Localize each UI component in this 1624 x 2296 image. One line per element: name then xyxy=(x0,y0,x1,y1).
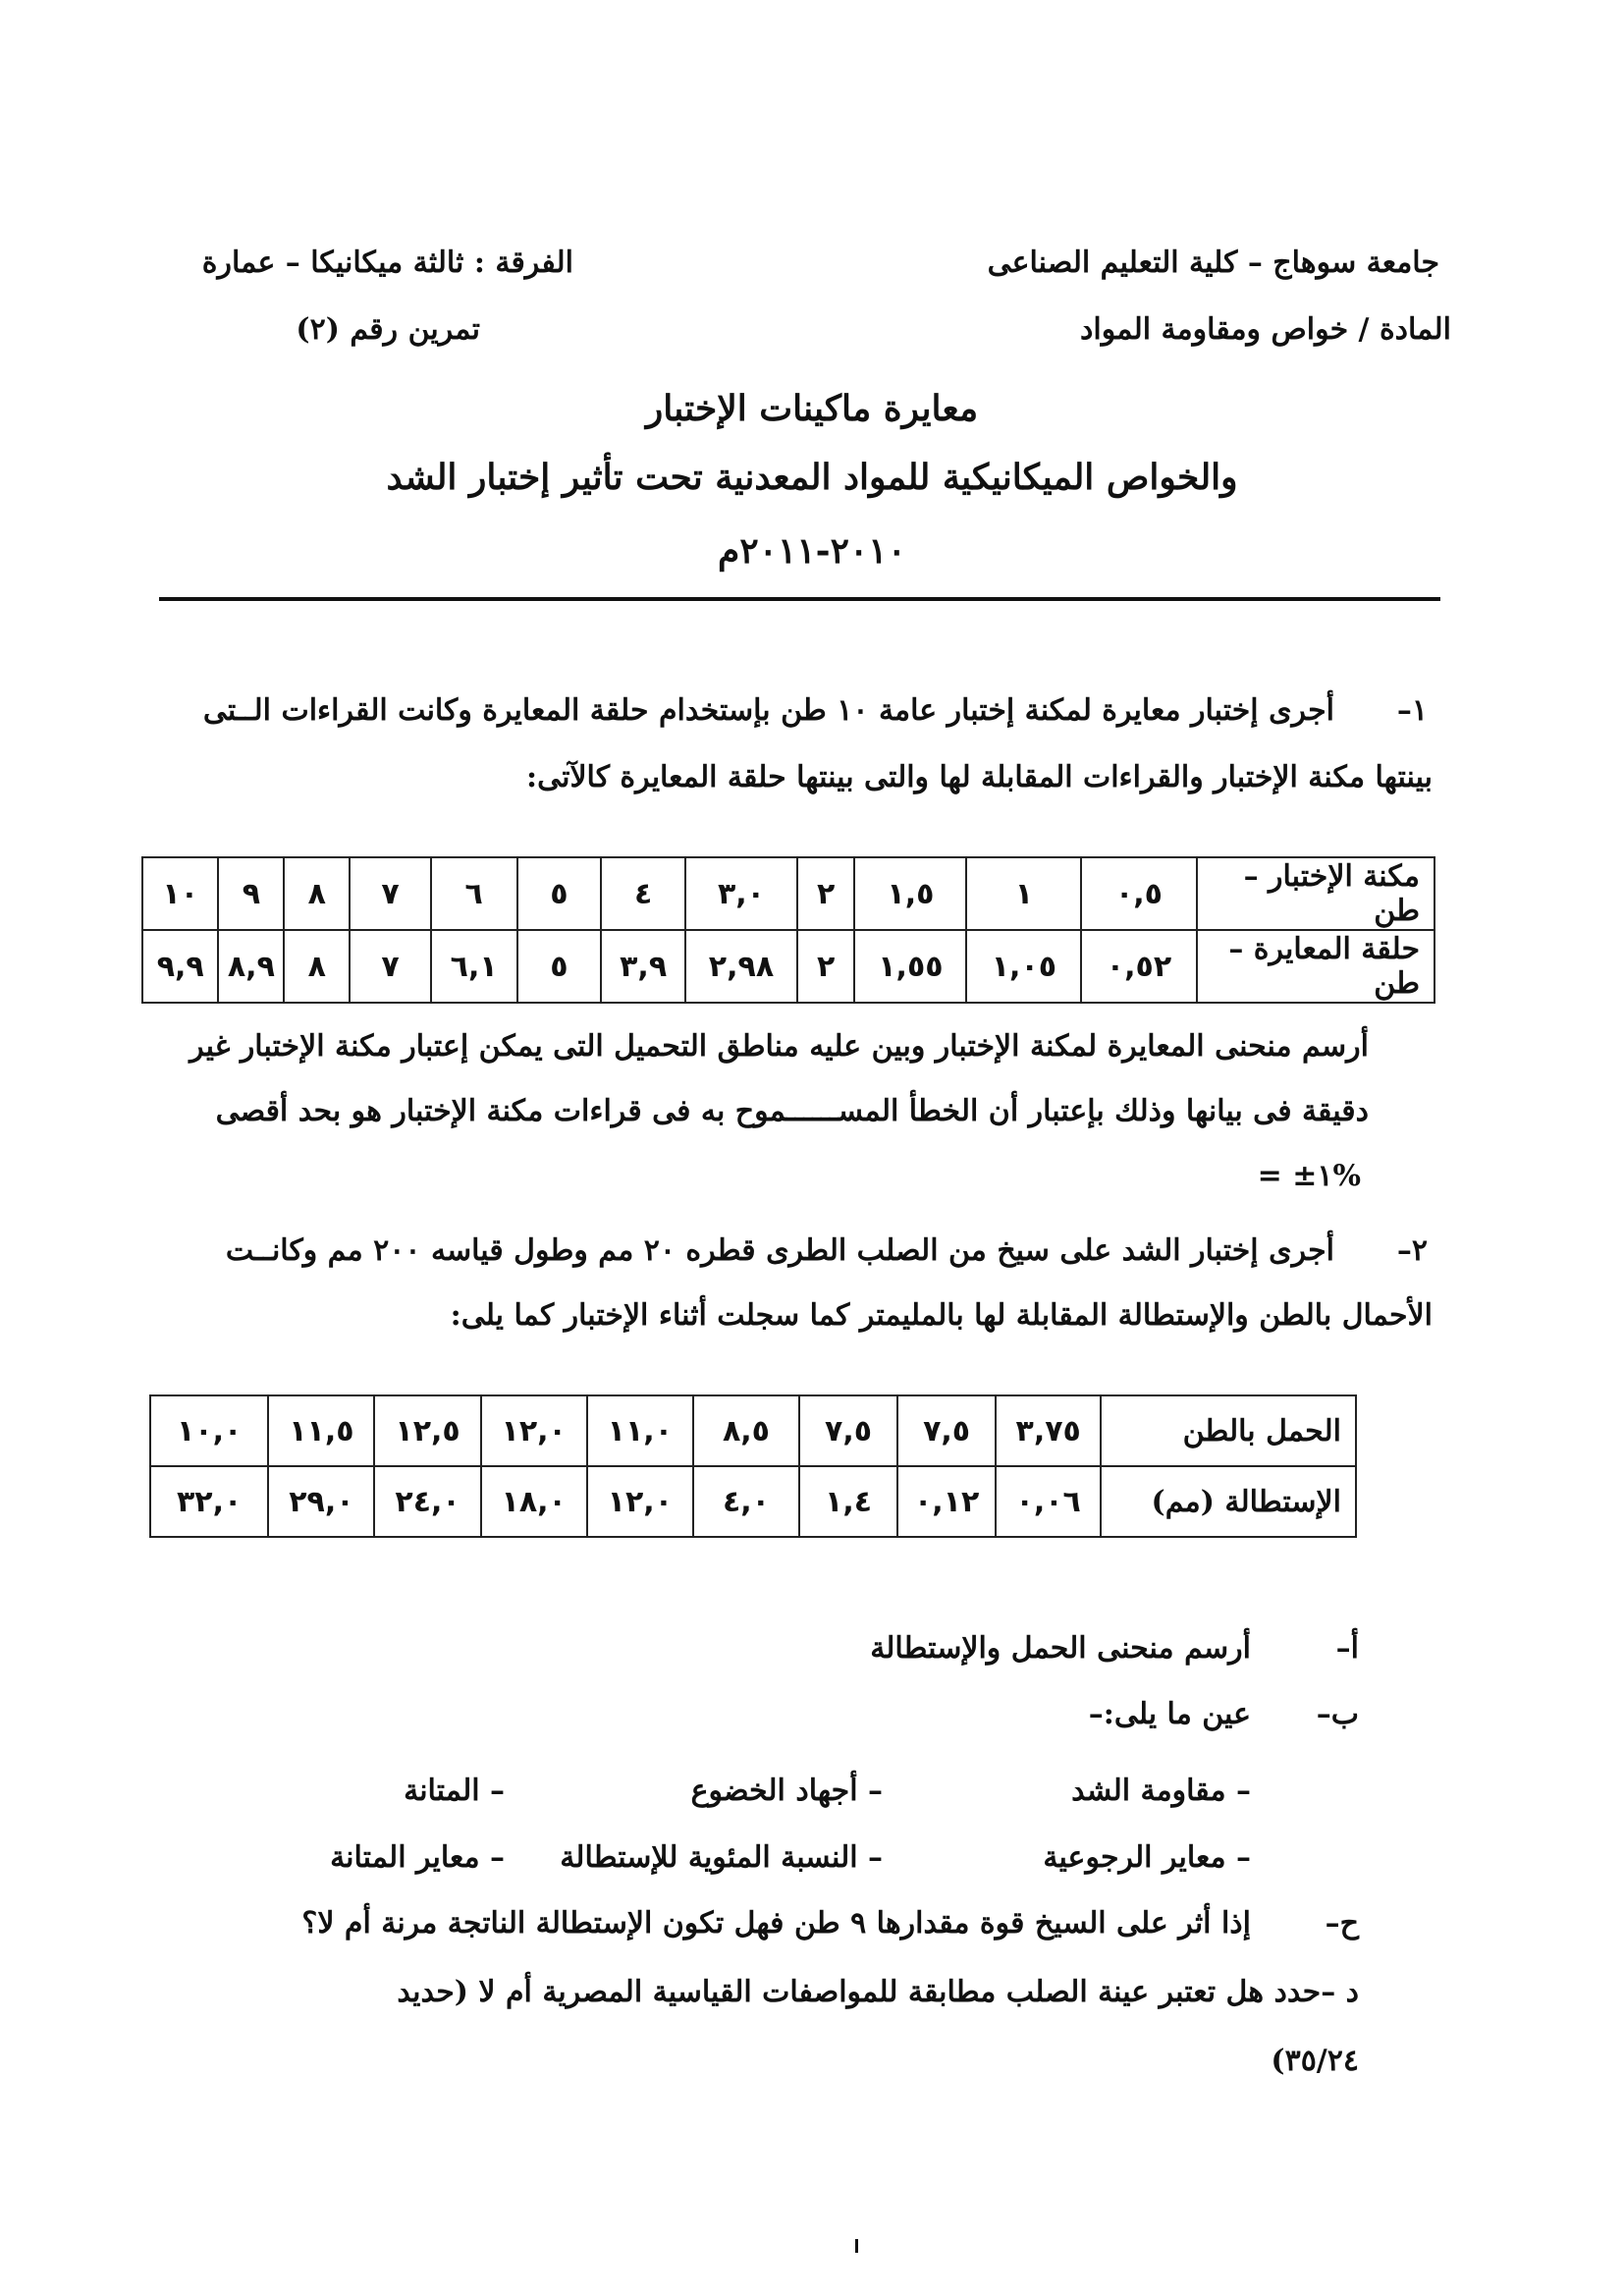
subject-name: المادة / خواص ومقاومة المواد xyxy=(1080,312,1451,347)
table-cell: ١,٥٥ xyxy=(854,930,966,1003)
table-cell: ٥ xyxy=(517,930,602,1003)
q2-a-mark: أ– xyxy=(1335,1631,1359,1666)
q2-d-line1: د –حدد هل تعتبر عينة الصلب مطابقة للمواصفات القياسية المصرية أم لا (حديد xyxy=(397,1975,1359,2009)
table-cell: ٤,٠ xyxy=(693,1466,799,1537)
table-cell: ٧,٥ xyxy=(897,1395,996,1466)
q2-c-text: إذا أثر على السيخ قوة مقدارها ٩ طن فهل تكون الإستطالة الناتجة مرنة أم لا؟ xyxy=(301,1906,1251,1941)
b-item-tensile-strength: – مقاومة الشد xyxy=(1071,1774,1251,1808)
table-cell: ٢٤,٠ xyxy=(374,1466,480,1537)
q2-b-mark: ب– xyxy=(1316,1697,1359,1731)
title-divider xyxy=(159,597,1440,601)
table-cell: ٠,٥ xyxy=(1081,857,1196,930)
table-cell: ٢ xyxy=(797,857,855,930)
table-cell: ٦ xyxy=(431,857,517,930)
q1-line1: أجرى إختبار معايرة لمكنة إختبار عامة ١٠ طن بإستخدام حلقة المعايرة وكانت القراءات الــتى xyxy=(202,693,1334,728)
class-group: الفرقة : ثالثة ميكانيكا – عمارة xyxy=(201,246,573,280)
table-cell: ٨,٩ xyxy=(218,930,284,1003)
table-cell: ٨ xyxy=(284,930,350,1003)
table-cell: ١,٥ xyxy=(854,857,966,930)
row-label: مكنة الإختبار –طن xyxy=(1197,857,1435,930)
document-subtitle: والخواص الميكانيكية للمواد المعدنية تحت تأثير إختبار الشد xyxy=(386,457,1238,498)
table-cell: ٣,٧٥ xyxy=(996,1395,1101,1466)
table-cell: ٣,٩ xyxy=(601,930,685,1003)
table-cell: ١١,٥ xyxy=(268,1395,374,1466)
row-label: حلقة المعايرة – طن xyxy=(1197,930,1435,1003)
table-cell: ١٠,٠ xyxy=(150,1395,268,1466)
table-row xyxy=(142,857,1435,930)
table-cell: ٠,٠٦ xyxy=(996,1466,1101,1537)
b-item-toughness: – المتانة xyxy=(404,1774,505,1808)
q2-b-text: عين ما يلى:– xyxy=(1088,1697,1251,1731)
table-row xyxy=(150,1395,1356,1466)
q2-a-text: أرسم منحنى الحمل والإستطالة xyxy=(870,1631,1251,1666)
table-cell: ٨ xyxy=(284,857,350,930)
table-cell: ٢,٩٨ xyxy=(685,930,797,1003)
table-cell: ٣٢,٠ xyxy=(150,1466,268,1537)
table-cell: ٨,٥ xyxy=(693,1395,799,1466)
row-label: الحمل بالطن xyxy=(1101,1395,1356,1466)
q1-task-line1: أرسم منحنى المعايرة لمكنة الإختبار وبين عليه مناطق التحميل التى يمكن إعتبار مكنة الإختبار غير xyxy=(189,1029,1369,1064)
table-cell: ١,٠٥ xyxy=(966,930,1081,1003)
table-cell: ١٠ xyxy=(142,857,218,930)
calibration-table xyxy=(141,856,1435,1004)
table-cell: ١ xyxy=(966,857,1081,930)
q2-c-mark: ح– xyxy=(1325,1906,1359,1941)
table-row xyxy=(142,930,1435,1003)
table-cell: ٧ xyxy=(350,930,431,1003)
b-item-elongation-percent: – النسبة المئوية للإستطالة xyxy=(560,1840,883,1875)
table-row xyxy=(150,1466,1356,1537)
q1-number: ١– xyxy=(1396,693,1428,728)
table-cell: ٥ xyxy=(517,857,602,930)
table-cell: ٠,٥٢ xyxy=(1081,930,1196,1003)
q1-line2: بينتها مكنة الإختبار والقراءات المقابلة لها والتى بينتها حلقة المعايرة كالآتى: xyxy=(526,760,1433,794)
table-cell: ٢ xyxy=(797,930,855,1003)
table-cell: ١٢,٠ xyxy=(481,1395,587,1466)
table-cell: ٧,٥ xyxy=(799,1395,897,1466)
table-cell: ٣,٠ xyxy=(685,857,797,930)
table-cell: ٦,١ xyxy=(431,930,517,1003)
b-item-resilience-modulus: – معاير الرجوعية xyxy=(1043,1840,1251,1875)
q1-task-line2: دقيقة فى بيانها وذلك بإعتبار أن الخطأ المســــــموح به فى قراءات مكنة الإختبار هو بحد أقصى xyxy=(215,1094,1369,1128)
table-cell: ١٨,٠ xyxy=(481,1466,587,1537)
b-item-toughness-modulus: – معاير المتانة xyxy=(330,1840,505,1875)
table-cell: ٧ xyxy=(350,857,431,930)
university-name: جامعة سوهاج – كلية التعليم الصناعى xyxy=(987,246,1439,280)
q2-d-line2: ٣٥/٢٤) xyxy=(1271,2044,1359,2078)
b-item-yield-stress: – أجهاد الخضوع xyxy=(690,1774,883,1808)
academic-year: ٢٠١٠-٢٠١١م xyxy=(718,530,906,572)
exercise-number: تمرين رقم (٢) xyxy=(296,312,480,347)
q2-line1: أجرى إختبار الشد على سيخ من الصلب الطرى قطره ٢٠ مم وطول قياسه ٢٠٠ مم وكانــت xyxy=(225,1233,1334,1268)
table-cell: ٢٩,٠ xyxy=(268,1466,374,1537)
table-cell: ١,٤ xyxy=(799,1466,897,1537)
tensile-test-table xyxy=(149,1394,1357,1538)
table-cell: ٠,١٢ xyxy=(897,1466,996,1537)
table-cell: ٤ xyxy=(601,857,685,930)
table-cell: ٩,٩ xyxy=(142,930,218,1003)
q2-number: ٢– xyxy=(1396,1233,1428,1268)
table-cell: ٩ xyxy=(218,857,284,930)
row-label: الإستطالة (مم) xyxy=(1101,1466,1356,1537)
table-cell: ١٢,٥ xyxy=(374,1395,480,1466)
table-cell: ١٢,٠ xyxy=(587,1466,693,1537)
q2-line2: الأحمال بالطن والإستطالة المقابلة لها بالمليمتر كما سجلت أثناء الإختبار كما يلى: xyxy=(450,1298,1433,1333)
document-title: معايرة ماكينات الإختبار xyxy=(645,388,979,429)
scan-mark xyxy=(855,2239,858,2253)
q1-tolerance: = ±١% xyxy=(1257,1159,1361,1193)
table-cell: ١١,٠ xyxy=(587,1395,693,1466)
